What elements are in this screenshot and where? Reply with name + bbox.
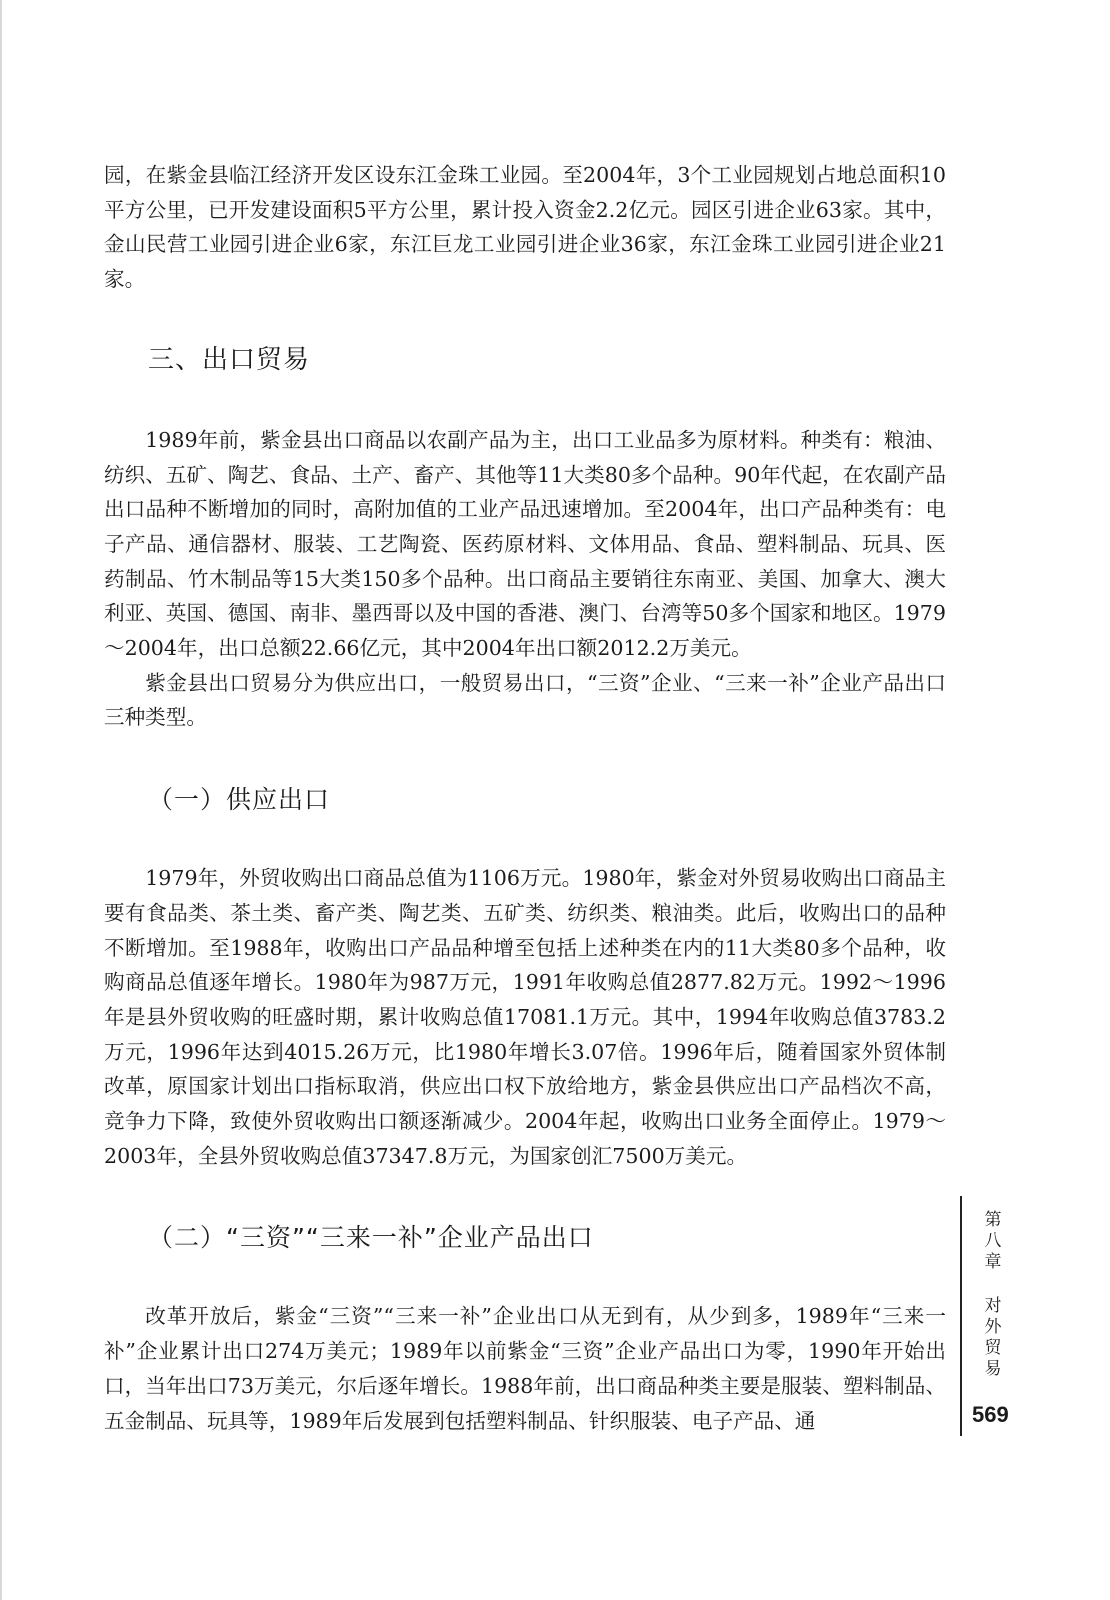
- subheading-supply-export: （一）供应出口: [148, 785, 331, 815]
- paragraph-foreign-enterprise-export: 改革开放后，紫金“三资”“三来一补”企业出口从无到有，从少到多，1989年“三来一补”企业累计出口274万美元；1989年以前紫金“三资”企业产品出口为零，1990年开始出口，当年出口73万美元，尔后逐年增长。1988年前，出口商品种类主要是服装、塑料制品、五金制品、玩具等，1989年后发展到包括塑料制品、针织服装、电子产品、通: [104, 1304, 946, 1433]
- subheading-foreign-enterprise-export: （二）“三资”“三来一补”企业产品出口: [148, 1223, 594, 1253]
- chapter-label: 第八章: [984, 1210, 1002, 1272]
- paragraph-industrial-parks: 园，在紫金县临江经济开发区设东江金珠工业园。至2004年，3个工业园规划占地总面积10平方公里，已开发建设面积5平方公里，累计投入资金2.2亿元。园区引进企业63家。其中，金山民营工业园引进企业6家，东江巨龙工业园引进企业36家，东江金珠工业园引进企业21家。: [104, 163, 946, 292]
- scan-margin-line: [0, 0, 2, 1600]
- page-number: 569: [972, 1402, 1009, 1427]
- paragraph-export-types: 紫金县出口贸易分为供应出口，一般贸易出口，“三资”企业、“三来一补”企业产品出口三种类型。: [104, 670, 946, 730]
- paragraph-export-overview: 1989年前，紫金县出口商品以农副产品为主，出口工业品多为原材料。种类有：粮油、纺织、五矿、陶艺、食品、土产、畜产、其他等11大类80多个品种。90年代起，在农副产品出口品种不断增加的同时，高附加值的工业产品迅速增加。至2004年，出口产品种类有：电子产品、通信器材、服装、工艺陶瓷、医药原材料、文体用品、食品、塑料制品、玩具、医药制品、竹木制品等15大类150多个品种。出口商品主要销往东南亚、美国、加拿大、澳大利亚、英国、德国、南非、墨西哥以及中国的香港、澳门、台湾等50多个国家和地区。1979～2004年，出口总额22.66亿元，其中2004年出口额2012.2万美元。: [104, 427, 946, 661]
- chapter-topic: 对外贸易: [984, 1296, 1002, 1379]
- main-text-column: [104, 158, 946, 1438]
- page-side-tab: [960, 1196, 1022, 1436]
- section-heading-export-trade: 三、出口贸易: [148, 344, 311, 375]
- paragraph-supply-export: 1979年，外贸收购出口商品总值为1106万元。1980年，紫金对外贸易收购出口商品主要有食品类、茶土类、畜产类、陶艺类、五矿类、纺织类、粮油类。此后，收购出口的品种不断增加。至1988年，收购出口产品品种增至包括上述种类在内的11大类80多个品种，收购商品总值逐年增长。1980年为987万元，1991年收购总值2877.82万元。1992～1996年是县外贸收购的旺盛时期，累计收购总值17081.1万元。其中，1994年收购总值3783.2万元，1996年达到4015.26万元，比1980年增长3.07倍。1996年后，随着国家外贸体制改革，原国家计划出口指标取消，供应出口权下放给地方，紫金县供应出口产品档次不高，竞争力下降，致使外贸收购出口额逐渐减少。2004年起，收购出口业务全面停止。1979～2003年，全县外贸收购总值37347.8万元，为国家创汇7500万美元。: [104, 866, 946, 1168]
